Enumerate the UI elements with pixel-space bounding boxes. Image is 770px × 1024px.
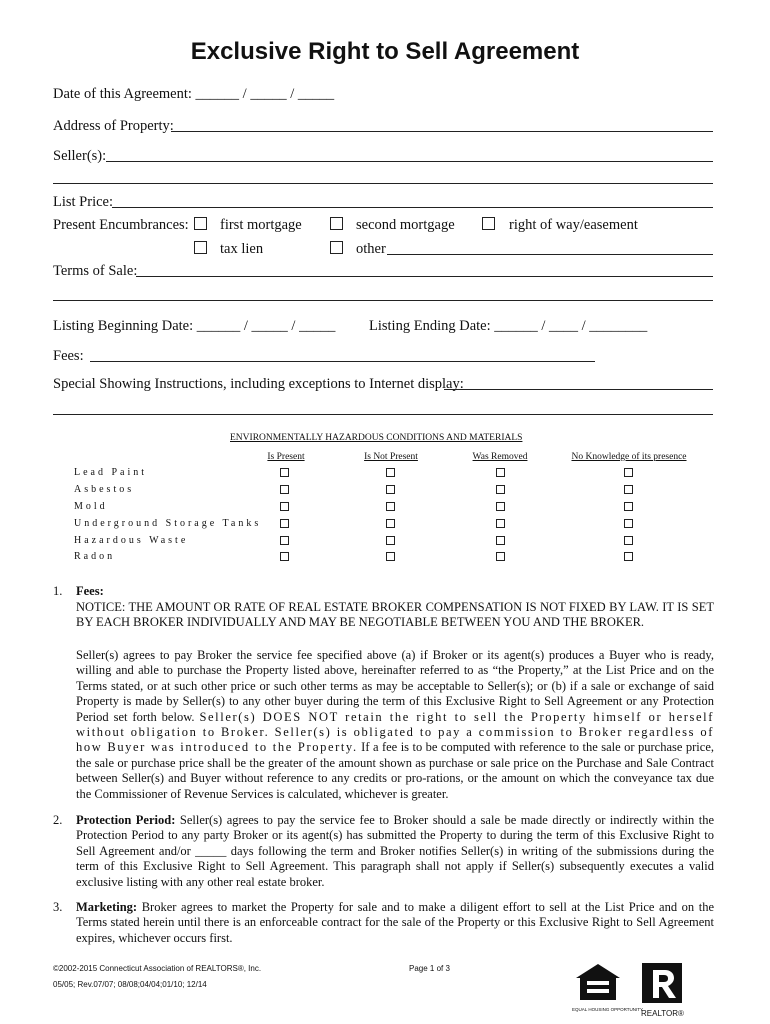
section-1-body-part-a: Seller(s) agrees to pay Broker the service fee specified above (a) if Broker or its agent(s) produces a Buyer who is ready, willing and able to purchase the Property listed above, hereinafter referred to as “the Property,” at the List Price and on the Terms stated, or at such other price or such other terms as may be acceptable to Seller(s); or (b) if a sale or exchange of said Property is made by Seller(s) to any other buyer during the term of this Exclusive Right to Sell Agreement or any Protection Period set forth below. xyxy=(76,648,714,724)
realtor-logo xyxy=(641,962,689,1018)
other-field[interactable] xyxy=(387,254,713,255)
realtor-r-icon xyxy=(641,962,683,1004)
lead-paint-was-removed-checkbox[interactable] xyxy=(496,468,505,477)
fees-label: Fees: xyxy=(53,348,84,364)
encumbrances-label: Present Encumbrances: xyxy=(53,217,189,233)
asbestos-no-knowledge-checkbox[interactable] xyxy=(624,485,633,494)
radon-no-knowledge-checkbox[interactable] xyxy=(624,552,633,561)
tax-lien-checkbox[interactable] xyxy=(194,241,207,254)
agreement-date-label: Date of this Agreement: ______ / _____ / _____ xyxy=(53,86,335,102)
tax-lien-label: tax lien xyxy=(220,241,264,257)
hazardous-waste-is-not-present-checkbox[interactable] xyxy=(386,536,395,545)
lead-paint-no-knowledge-checkbox[interactable] xyxy=(624,468,633,477)
document-title: Exclusive Right to Sell Agreement xyxy=(190,38,580,65)
underground-storage-tanks-no-knowledge-checkbox[interactable] xyxy=(624,519,633,528)
realtor-text: REALTOR® xyxy=(641,1009,684,1018)
right-of-way-label: right of way/easement xyxy=(509,217,638,233)
section-1-body-part-b: Seller(s) DOES NOT retain the right to sell the Property himself or herself without obligation to Broker. Seller(s) is obligated to pay a commission to Broker regardless of how Buyer was introduced to the Property. xyxy=(76,709,714,755)
lead-paint-is-present-checkbox[interactable] xyxy=(280,468,289,477)
col-is-not-present: Is Not Present xyxy=(364,452,418,462)
showing-instructions-label: Special Showing Instructions, including exceptions to Internet display: xyxy=(53,376,464,392)
col-was-removed: Was Removed xyxy=(472,452,528,462)
radon-was-removed-checkbox[interactable] xyxy=(496,552,505,561)
underground-storage-tanks-was-removed-checkbox[interactable] xyxy=(496,519,505,528)
section-1-notice: NOTICE: THE AMOUNT OR RATE OF REAL ESTATE BROKER COMPENSATION IS NOT FIXED BY LAW. IT IS SET BY EACH BROKER INDIVIDUALLY AND MAY BE NEGOTIABLE BETWEEN YOU AND THE BROKER. xyxy=(76,600,714,630)
footer-page-number: Page 1 of 3 xyxy=(409,964,450,973)
section-3-body xyxy=(76,900,714,946)
hazard-label-radon: Radon xyxy=(74,551,116,562)
section-3-title: Marketing: xyxy=(76,900,138,914)
section-2-text: Seller(s) agrees to pay the service fee to Broker should a sale be made directly or indirectly within the Protection Period to any party Broker or its agent(s) has submitted the Property to during the term of this Exclusive Right to Sell Agreement and/or _____ days following the term and Broker notifies Seller(s) in writing of the submissions during the term of this Exclusive Right to Sell Agreement. This paragraph shall not apply if Seller(s) subsequently executes a valid exclusive listing with any other real estate broker. xyxy=(76,813,715,889)
other-checkbox[interactable] xyxy=(330,241,343,254)
listing-ending-date-label: Listing Ending Date: ______ / ____ / ________ xyxy=(369,318,648,334)
footer-revision: 05/05; Rev.07/07; 08/08;04/04;01/10; 12/14 xyxy=(53,980,207,989)
mold-is-present-checkbox[interactable] xyxy=(280,502,289,511)
lead-paint-is-not-present-checkbox[interactable] xyxy=(386,468,395,477)
sellers-field-line2[interactable] xyxy=(53,183,713,184)
section-3-number: 3. xyxy=(53,900,63,914)
address-label: Address of Property: xyxy=(53,118,174,134)
listing-beginning-date-label: Listing Beginning Date: ______ / _____ / _____ xyxy=(53,318,336,334)
env-table-title: ENVIRONMENTALLY HAZARDOUS CONDITIONS AND MATERIALS xyxy=(230,433,523,443)
other-label: other xyxy=(356,241,386,257)
second-mortgage-label: second mortgage xyxy=(356,217,455,233)
hazard-label-hazardous-waste: Hazardous Waste xyxy=(74,535,189,546)
terms-of-sale-label: Terms of Sale: xyxy=(53,263,138,279)
hazard-label-mold: Mold xyxy=(74,501,108,512)
section-1-number: 1. xyxy=(53,584,63,598)
equal-housing-logo xyxy=(572,962,644,1014)
mold-no-knowledge-checkbox[interactable] xyxy=(624,502,633,511)
hazardous-waste-was-removed-checkbox[interactable] xyxy=(496,536,505,545)
terms-of-sale-field[interactable] xyxy=(136,276,713,277)
hazard-label-underground-storage-tanks: Underground Storage Tanks xyxy=(74,518,262,529)
list-price-field[interactable] xyxy=(112,207,713,208)
terms-of-sale-field-line2[interactable] xyxy=(53,300,713,301)
equal-housing-text: EQUAL HOUSING OPPORTUNITY xyxy=(572,1007,644,1012)
section-3-text: Broker agrees to market the Property for sale and to make a diligent effort to sell at the List Price and on the Terms stated herein until there is an enforceable contract for the sale of the Property or this Exclusive Right to Sell Agreement expires, whichever occurs first. xyxy=(76,900,715,945)
section-2-title: Protection Period: xyxy=(76,813,176,827)
col-no-knowledge: No Knowledge of its presence xyxy=(571,452,687,462)
mold-is-not-present-checkbox[interactable] xyxy=(386,502,395,511)
section-1-body-part-c: If a fee is to be computed with reference to the sale or purchase price, the sale or purchase price shall be the greater of the amount shown as purchase or sale price on the Purchase and Sale Contract between Seller(s) and Buyer without reference to any credits or pro-rations, or the amount on which the conveyance tax due the Commissioner of Revenue Services is calculated, whichever is greater. xyxy=(76,740,714,801)
sellers-field[interactable] xyxy=(106,161,713,162)
showing-instructions-field[interactable] xyxy=(444,389,713,390)
fees-field[interactable] xyxy=(90,361,595,362)
second-mortgage-checkbox[interactable] xyxy=(330,217,343,230)
section-2-number: 2. xyxy=(53,813,63,827)
section-2-body xyxy=(76,813,714,890)
showing-instructions-field-line2[interactable] xyxy=(53,414,713,415)
first-mortgage-label: first mortgage xyxy=(220,217,302,233)
sellers-label: Seller(s): xyxy=(53,148,107,164)
section-1-body xyxy=(76,648,714,802)
section-1-title: Fees: xyxy=(76,584,104,598)
right-of-way-checkbox[interactable] xyxy=(482,217,495,230)
hazardous-waste-is-present-checkbox[interactable] xyxy=(280,536,289,545)
underground-storage-tanks-is-present-checkbox[interactable] xyxy=(280,519,289,528)
col-is-present: Is Present xyxy=(267,452,305,462)
underground-storage-tanks-is-not-present-checkbox[interactable] xyxy=(386,519,395,528)
radon-is-present-checkbox[interactable] xyxy=(280,552,289,561)
hazard-label-lead-paint: Lead Paint xyxy=(74,467,148,478)
asbestos-is-present-checkbox[interactable] xyxy=(280,485,289,494)
asbestos-is-not-present-checkbox[interactable] xyxy=(386,485,395,494)
first-mortgage-checkbox[interactable] xyxy=(194,217,207,230)
hazardous-waste-no-knowledge-checkbox[interactable] xyxy=(624,536,633,545)
radon-is-not-present-checkbox[interactable] xyxy=(386,552,395,561)
hazard-label-asbestos: Asbestos xyxy=(74,484,135,495)
mold-was-removed-checkbox[interactable] xyxy=(496,502,505,511)
address-field[interactable] xyxy=(171,131,713,132)
equal-housing-icon xyxy=(572,962,624,1002)
footer-copyright: ©2002-2015 Connecticut Association of REALTORS®, Inc. xyxy=(53,964,262,973)
asbestos-was-removed-checkbox[interactable] xyxy=(496,485,505,494)
list-price-label: List Price: xyxy=(53,194,114,210)
